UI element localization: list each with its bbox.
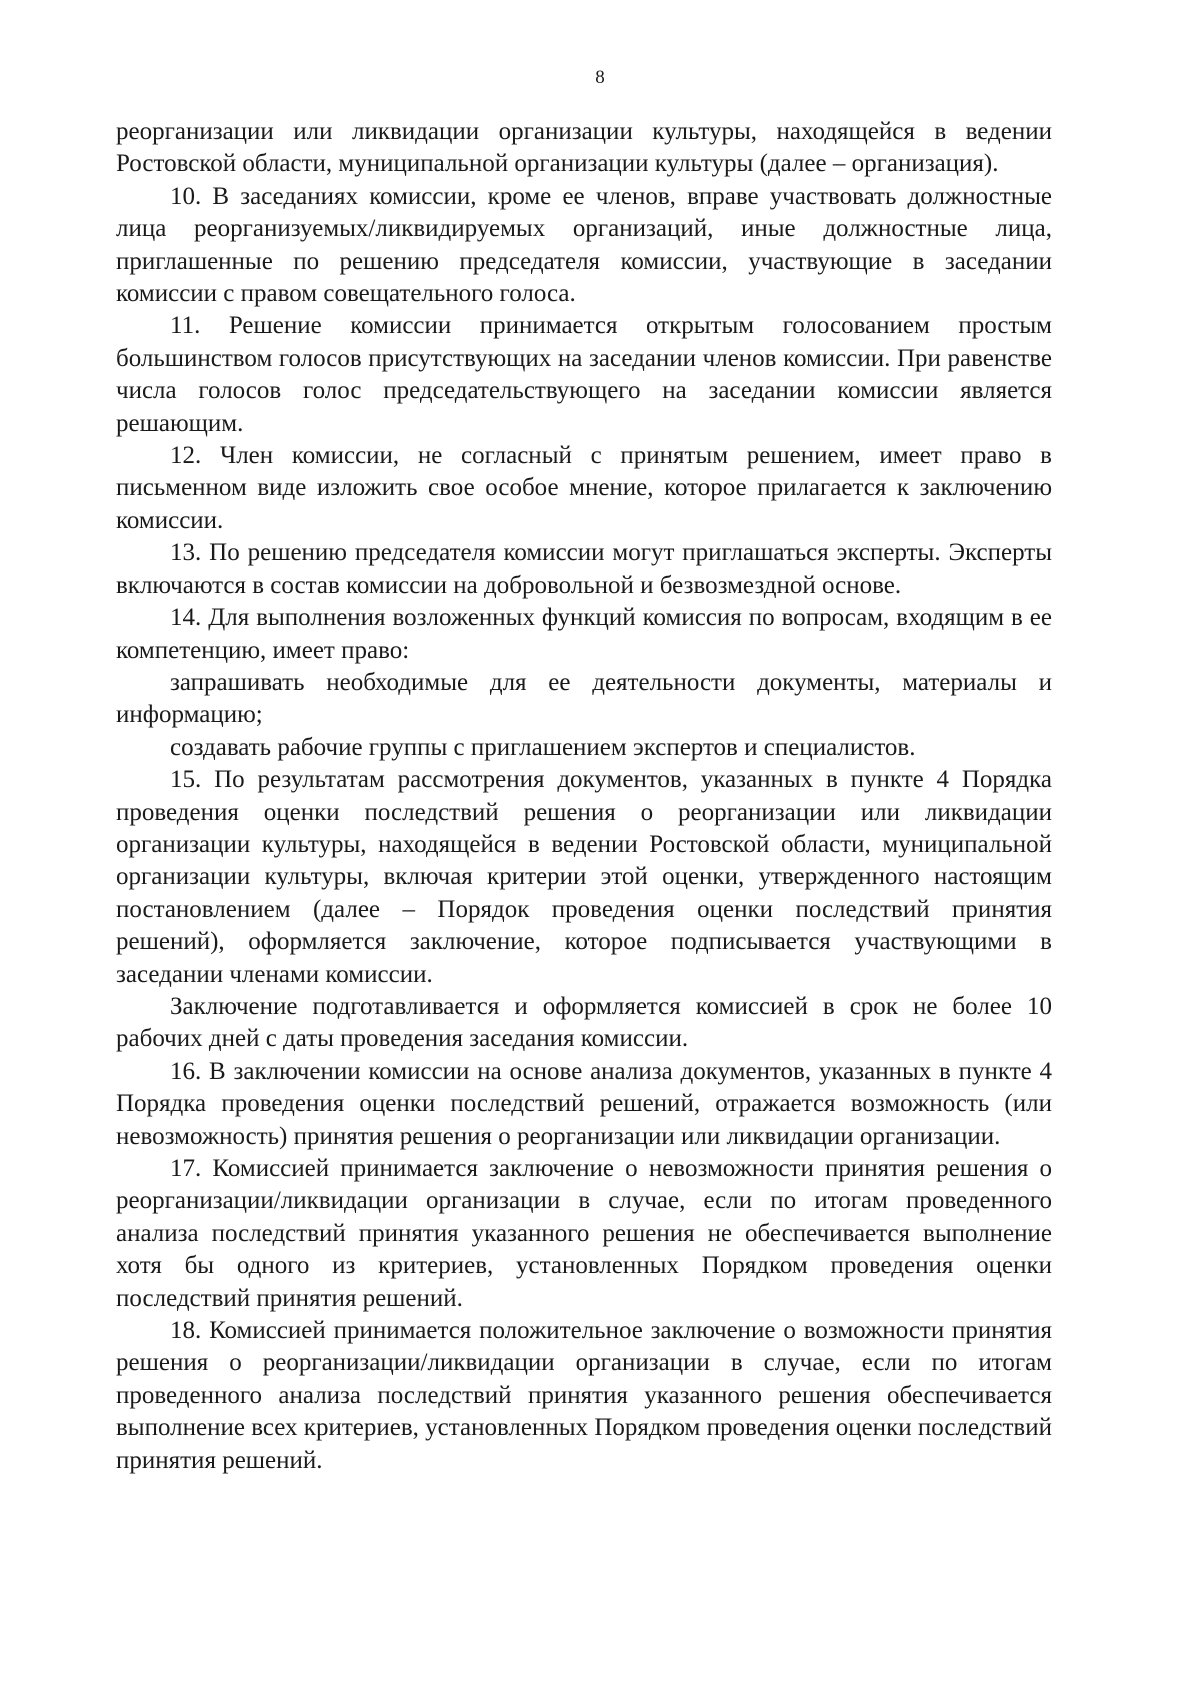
paragraph-right-request: запрашивать необходимые для ее деятельности документы, материалы и информацию; [116, 668, 1052, 729]
page-number: 8 [595, 67, 605, 88]
paragraph-item-11: 11. Решение комиссии принимается открытым голосованием простым большинством голосов присутствующих на заседании членов комиссии. При равенстве числа голосов голос председательствующего на заседании комиссии является решающим. [116, 312, 1052, 437]
paragraph-item-15: 15. По результатам рассмотрения документов, указанных в пункте 4 Порядка проведения оценки последствий решения о реорганизации или ликвидации организации культуры, находящейся в ведении Ростовской области, муниципальной организации культуры, включая критерии этой оценки, утвержденного настоящим постановлением (далее – Порядок проведения оценки последствий принятия решений), оформляется заключение, которое подписывается участвующими в заседании членами комиссии. [116, 766, 1052, 988]
paragraph-item-13: 13. По решению председателя комиссии могут приглашаться эксперты. Эксперты включаются в состав комиссии на добровольной и безвозмездной основе. [116, 539, 1052, 599]
paragraph-item-10: 10. В заседаниях комиссии, кроме ее членов, вправе участвовать должностные лица реорганизуемых/ликвидируемых организаций, иные должностные лица, приглашенные по решению председателя комиссии, участвующие в заседании комиссии с правом совещательного голоса. [116, 182, 1052, 308]
paragraph-conclusion-deadline: Заключение подготавливается и оформляется комиссией в срок не более 10 рабочих дней с даты проведения заседания комиссии. [116, 992, 1052, 1053]
document-body [116, 116, 1052, 1477]
paragraph-item-12: 12. Член комиссии, не согласный с принятым решением, имеет право в письменном виде изложить свое особое мнение, которое прилагается к заключению комиссии. [116, 442, 1052, 534]
paragraph-item-14: 14. Для выполнения возложенных функций комиссия по вопросам, входящим в ее компетенцию, имеет право: [116, 604, 1052, 664]
paragraph-right-groups: создавать рабочие группы с приглашением экспертов и специалистов. [170, 733, 916, 761]
paragraph-item-17: 17. Комиссией принимается заключение о невозможности принятия решения о реорганизации/ликвидации организации в случае, если по итогам проведенного анализа последствий принятия указанного решения не обеспечивается выполнение хотя бы одного из критериев, установленных Порядком проведения оценки последствий принятия решений. [116, 1155, 1052, 1312]
paragraph-continuation: реорганизации или ликвидации организации культуры, находящейся в ведении Ростовской области, муниципальной организации культуры (далее – организация). [116, 118, 1052, 178]
paragraph-item-16: 16. В заключении комиссии на основе анализа документов, указанных в пункте 4 Порядка проведения оценки последствий решений, отражается возможность (или невозможность) принятия решения о реорганизации или ликвидации организации. [116, 1057, 1052, 1150]
paragraph-item-18: 18. Комиссией принимается положительное заключение о возможности принятия решения о реорганизации/ликвидации организации в случае, если по итогам проведенного анализа последствий принятия указанного решения обеспечивается выполнение всех критериев, установленных Порядком проведения оценки последствий принятия решений. [116, 1317, 1052, 1474]
